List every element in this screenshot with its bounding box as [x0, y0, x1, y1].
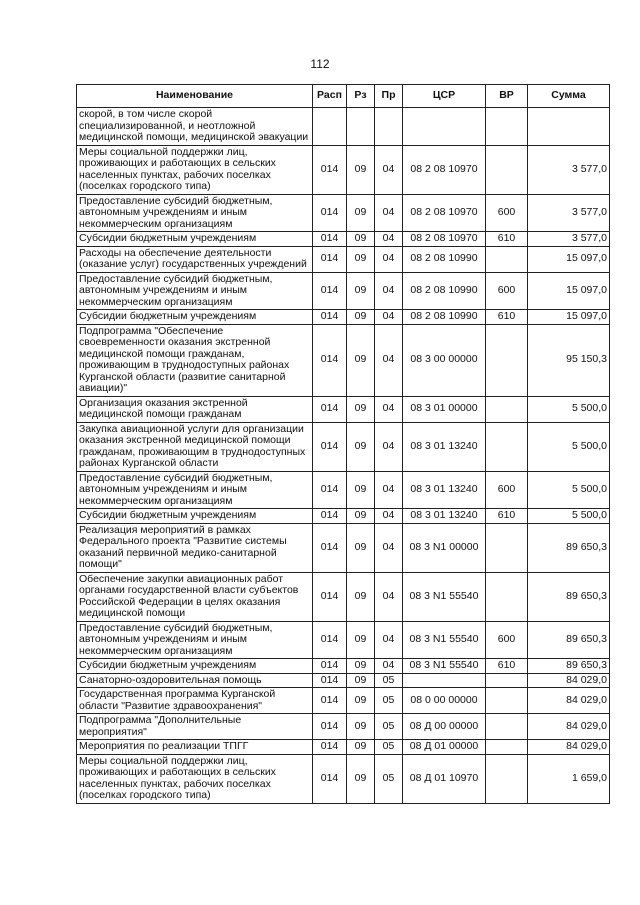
cell-csr: 08 Д 01 00000: [403, 740, 486, 755]
header-vr: ВР: [486, 85, 528, 108]
table-row: [77, 396, 610, 422]
cell-sum: 3 577,0: [528, 232, 610, 247]
page-number: 112: [310, 57, 330, 71]
cell-rasp: 014: [313, 194, 347, 232]
cell-vr: [486, 754, 528, 803]
cell-rasp: 014: [313, 310, 347, 325]
table-row: [77, 673, 610, 688]
cell-name: Меры социальной поддержки лиц, проживающих и работающих в сельских населенных пунктах, рабочих поселках (поселках городского типа): [77, 754, 313, 803]
header-rasp: Расп: [313, 85, 347, 108]
cell-vr: [486, 740, 528, 755]
cell-name: Предоставление субсидий бюджетным, автономным учреждениям и иным некоммерческим организациям: [77, 621, 313, 659]
cell-vr: 600: [486, 471, 528, 509]
cell-csr: 08 2 08 10990: [403, 310, 486, 325]
cell-vr: 610: [486, 310, 528, 325]
cell-sum: 89 650,3: [528, 572, 610, 621]
cell-rz: 09: [347, 396, 375, 422]
header-rz: Рз: [347, 85, 375, 108]
cell-csr: 08 2 08 10970: [403, 194, 486, 232]
cell-rasp: 014: [313, 324, 347, 396]
cell-pr: 05: [375, 714, 403, 740]
cell-pr: 05: [375, 688, 403, 714]
cell-sum: 89 650,3: [528, 523, 610, 572]
cell-name: Субсидии бюджетным учреждениям: [77, 310, 313, 325]
cell-rz: 09: [347, 145, 375, 194]
budget-table: [76, 84, 610, 804]
table-row: [77, 246, 610, 272]
cell-rasp: 014: [313, 754, 347, 803]
table-row: [77, 621, 610, 659]
cell-rasp: 014: [313, 145, 347, 194]
header-pr: Пр: [375, 85, 403, 108]
cell-sum: 5 500,0: [528, 396, 610, 422]
cell-csr: 08 3 01 13240: [403, 509, 486, 524]
cell-name: Обеспечение закупки авиационных работ органами государственной власти субъектов Российской Федерации в целях оказания медицинской помощи: [77, 572, 313, 621]
cell-rasp: 014: [313, 673, 347, 688]
cell-pr: 04: [375, 396, 403, 422]
cell-pr: 04: [375, 659, 403, 674]
cell-vr: 610: [486, 659, 528, 674]
cell-sum: 1 659,0: [528, 754, 610, 803]
cell-csr: [403, 673, 486, 688]
cell-name: скорой, в том числе скорой специализированной, и неотложной медицинской помощи, медицинской эвакуации: [77, 108, 313, 146]
cell-name: Субсидии бюджетным учреждениям: [77, 509, 313, 524]
cell-name: Подпрограмма "Дополнительные мероприятия": [77, 714, 313, 740]
table-row: [77, 714, 610, 740]
cell-vr: [486, 246, 528, 272]
cell-vr: [486, 688, 528, 714]
cell-sum: 89 650,3: [528, 621, 610, 659]
cell-csr: 08 Д 01 10970: [403, 754, 486, 803]
cell-rz: 09: [347, 688, 375, 714]
cell-name: Расходы на обеспечение деятельности (оказание услуг) государственных учреждений: [77, 246, 313, 272]
cell-sum: 3 577,0: [528, 194, 610, 232]
cell-csr: 08 0 00 00000: [403, 688, 486, 714]
table-row: [77, 194, 610, 232]
cell-rasp: 014: [313, 688, 347, 714]
cell-rz: 09: [347, 246, 375, 272]
cell-csr: 08 3 N1 55540: [403, 659, 486, 674]
cell-sum: 3 577,0: [528, 145, 610, 194]
cell-sum: 84 029,0: [528, 673, 610, 688]
cell-pr: 04: [375, 621, 403, 659]
cell-pr: 04: [375, 310, 403, 325]
cell-pr: 05: [375, 754, 403, 803]
cell-vr: [486, 714, 528, 740]
cell-vr: 600: [486, 194, 528, 232]
table-row: [77, 572, 610, 621]
cell-pr: 04: [375, 194, 403, 232]
cell-rz: 09: [347, 740, 375, 755]
cell-vr: [486, 523, 528, 572]
cell-rasp: 014: [313, 246, 347, 272]
cell-rasp: 014: [313, 272, 347, 310]
header-name: Наименование: [77, 85, 313, 108]
cell-sum: 95 150,3: [528, 324, 610, 396]
cell-csr: 08 3 01 00000: [403, 396, 486, 422]
table-row: [77, 272, 610, 310]
cell-pr: 05: [375, 673, 403, 688]
cell-name: Организация оказания экстренной медицинской помощи гражданам: [77, 396, 313, 422]
cell-csr: 08 2 08 10970: [403, 145, 486, 194]
cell-sum: 5 500,0: [528, 422, 610, 471]
cell-sum: 15 097,0: [528, 246, 610, 272]
cell-rz: 09: [347, 471, 375, 509]
cell-rz: 09: [347, 523, 375, 572]
header-sum: Сумма: [528, 85, 610, 108]
table-row: [77, 659, 610, 674]
cell-pr: 04: [375, 232, 403, 247]
cell-pr: [375, 108, 403, 146]
cell-csr: 08 Д 00 00000: [403, 714, 486, 740]
cell-sum: 15 097,0: [528, 272, 610, 310]
cell-rz: 09: [347, 310, 375, 325]
cell-name: Меры социальной поддержки лиц, проживающих и работающих в сельских населенных пунктах, рабочих поселках (поселках городского типа): [77, 145, 313, 194]
cell-csr: 08 2 08 10970: [403, 232, 486, 247]
cell-csr: 08 3 01 13240: [403, 422, 486, 471]
cell-rz: 09: [347, 572, 375, 621]
cell-rasp: 014: [313, 621, 347, 659]
header-csr: ЦСР: [403, 85, 486, 108]
table-row: [77, 145, 610, 194]
cell-rz: 09: [347, 714, 375, 740]
cell-vr: [486, 572, 528, 621]
cell-csr: 08 3 00 00000: [403, 324, 486, 396]
cell-vr: [486, 673, 528, 688]
cell-sum: 84 029,0: [528, 740, 610, 755]
cell-vr: [486, 396, 528, 422]
cell-pr: 04: [375, 324, 403, 396]
cell-pr: 04: [375, 246, 403, 272]
table-row: [77, 422, 610, 471]
cell-pr: 04: [375, 572, 403, 621]
table-row: [77, 754, 610, 803]
cell-name: Предоставление субсидий бюджетным, автономным учреждениям и иным некоммерческим организациям: [77, 471, 313, 509]
cell-pr: 04: [375, 471, 403, 509]
cell-sum: 5 500,0: [528, 509, 610, 524]
cell-csr: 08 3 N1 55540: [403, 572, 486, 621]
cell-pr: 04: [375, 145, 403, 194]
cell-rz: 09: [347, 422, 375, 471]
cell-rz: 09: [347, 673, 375, 688]
cell-sum: 15 097,0: [528, 310, 610, 325]
cell-vr: 610: [486, 509, 528, 524]
cell-sum: 89 650,3: [528, 659, 610, 674]
cell-rasp: 014: [313, 740, 347, 755]
cell-rasp: 014: [313, 659, 347, 674]
table-row: [77, 310, 610, 325]
cell-name: Государственная программа Курганской области "Развитие здравоохранения": [77, 688, 313, 714]
cell-name: Предоставление субсидий бюджетным, автономным учреждениям и иным некоммерческим организациям: [77, 194, 313, 232]
cell-csr: [403, 108, 486, 146]
cell-rasp: 014: [313, 471, 347, 509]
cell-sum: [528, 108, 610, 146]
cell-pr: 05: [375, 740, 403, 755]
cell-vr: 600: [486, 272, 528, 310]
cell-pr: 04: [375, 272, 403, 310]
cell-name: Субсидии бюджетным учреждениям: [77, 232, 313, 247]
cell-rasp: 014: [313, 523, 347, 572]
cell-rz: [347, 108, 375, 146]
cell-csr: 08 3 N1 00000: [403, 523, 486, 572]
cell-rz: 09: [347, 232, 375, 247]
cell-vr: [486, 422, 528, 471]
cell-rasp: 014: [313, 232, 347, 247]
cell-name: Закупка авиационной услуги для организации оказания экстренной медицинской помощи гражданам, проживающим в труднодоступных районах Курганской области: [77, 422, 313, 471]
cell-name: Мероприятия по реализации ТПГГ: [77, 740, 313, 755]
cell-pr: 04: [375, 523, 403, 572]
table-row: [77, 324, 610, 396]
table-row: [77, 232, 610, 247]
cell-rz: 09: [347, 754, 375, 803]
cell-rasp: 014: [313, 422, 347, 471]
cell-csr: 08 2 08 10990: [403, 246, 486, 272]
table-row: [77, 688, 610, 714]
cell-rasp: 014: [313, 509, 347, 524]
cell-name: Предоставление субсидий бюджетным, автономным учреждениям и иным некоммерческим организациям: [77, 272, 313, 310]
table-row: [77, 523, 610, 572]
cell-rasp: 014: [313, 396, 347, 422]
cell-csr: 08 2 08 10990: [403, 272, 486, 310]
cell-rz: 09: [347, 509, 375, 524]
cell-rasp: 014: [313, 714, 347, 740]
cell-vr: 600: [486, 621, 528, 659]
cell-name: Подпрограмма "Обеспечение своевременности оказания экстренной медицинской помощи гражданам, проживающим в труднодоступных районах Курганской области (развитие санитарной авиации)": [77, 324, 313, 396]
cell-rz: 09: [347, 621, 375, 659]
table-row: [77, 740, 610, 755]
table-row: [77, 509, 610, 524]
table-row: [77, 471, 610, 509]
cell-pr: 04: [375, 422, 403, 471]
cell-rasp: 014: [313, 572, 347, 621]
cell-csr: 08 3 N1 55540: [403, 621, 486, 659]
cell-csr: 08 3 01 13240: [403, 471, 486, 509]
cell-rasp: [313, 108, 347, 146]
cell-rz: 09: [347, 659, 375, 674]
cell-name: Санаторно-оздоровительная помощь: [77, 673, 313, 688]
cell-vr: [486, 108, 528, 146]
cell-name: Субсидии бюджетным учреждениям: [77, 659, 313, 674]
cell-pr: 04: [375, 509, 403, 524]
cell-sum: 5 500,0: [528, 471, 610, 509]
table-row: [77, 108, 610, 146]
cell-sum: 84 029,0: [528, 688, 610, 714]
cell-rz: 09: [347, 194, 375, 232]
table-header-row: [77, 85, 610, 108]
cell-rz: 09: [347, 272, 375, 310]
cell-rz: 09: [347, 324, 375, 396]
cell-name: Реализация мероприятий в рамках Федерального проекта "Развитие системы оказаний первичной медико-санитарной помощи": [77, 523, 313, 572]
cell-vr: [486, 145, 528, 194]
cell-sum: 84 029,0: [528, 714, 610, 740]
cell-vr: [486, 324, 528, 396]
cell-vr: 610: [486, 232, 528, 247]
